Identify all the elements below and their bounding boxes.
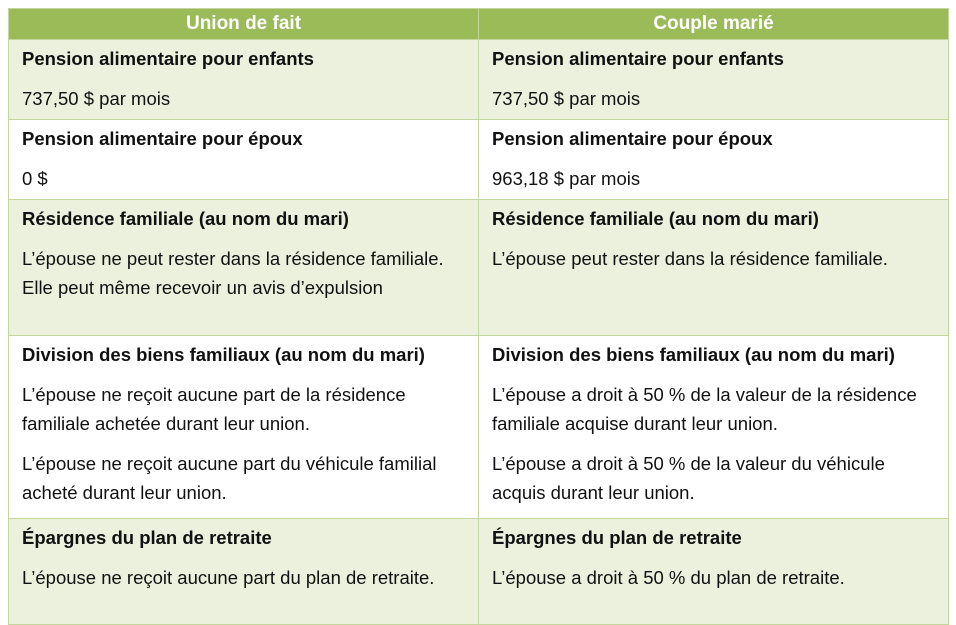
cell-text: 737,50 $ par mois	[22, 88, 171, 109]
cell-text: 737,50 $ par mois	[492, 88, 641, 109]
header-row	[9, 9, 949, 40]
header-union-de-fait: Union de fait	[9, 9, 479, 40]
row-retirement-savings	[9, 519, 949, 625]
cell-union-retirement-savings	[9, 519, 479, 625]
row-title: Division des biens familiaux (au nom du mari)	[22, 344, 425, 365]
cell-union-family-residence	[9, 200, 479, 336]
cell-married-retirement-savings	[479, 519, 949, 625]
cell-text: L’épouse ne reçoit aucune part du véhicule familial acheté durant leur union.	[22, 453, 437, 503]
cell-married-child-support	[479, 40, 949, 120]
cell-union-spousal-support	[9, 120, 479, 200]
row-property-division	[9, 336, 949, 519]
cell-text: 0 $	[22, 168, 48, 189]
row-title: Pension alimentaire pour époux	[492, 128, 773, 149]
cell-text: L’épouse peut rester dans la résidence familiale.	[492, 248, 888, 269]
cell-text: L’épouse ne reçoit aucune part du plan de retraite.	[22, 567, 435, 588]
row-title: Épargnes du plan de retraite	[492, 527, 742, 548]
row-title: Division des biens familiaux (au nom du mari)	[492, 344, 895, 365]
cell-married-property-division	[479, 336, 949, 519]
header-couple-marie: Couple marié	[479, 9, 949, 40]
row-spousal-support	[9, 120, 949, 200]
cell-text: 963,18 $ par mois	[492, 168, 641, 189]
cell-text: L’épouse a droit à 50 % du plan de retraite.	[492, 567, 845, 588]
cell-union-child-support	[9, 40, 479, 120]
row-title: Pension alimentaire pour enfants	[22, 48, 314, 69]
row-title: Épargnes du plan de retraite	[22, 527, 272, 548]
cell-text: L’épouse ne reçoit aucune part de la résidence familiale achetée durant leur union.	[22, 384, 406, 434]
cell-text: L’épouse ne peut rester dans la résidence familiale. Elle peut même recevoir un avis d’expulsion	[22, 248, 444, 298]
cell-text: L’épouse a droit à 50 % de la valeur de la résidence familiale acquise durant leur union.	[492, 384, 917, 434]
cell-married-family-residence	[479, 200, 949, 336]
row-child-support	[9, 40, 949, 120]
cell-union-property-division	[9, 336, 479, 519]
row-title: Résidence familiale (au nom du mari)	[492, 208, 819, 229]
row-title: Résidence familiale (au nom du mari)	[22, 208, 349, 229]
row-family-residence	[9, 200, 949, 336]
row-title: Pension alimentaire pour époux	[22, 128, 303, 149]
comparison-table	[8, 8, 949, 625]
cell-married-spousal-support	[479, 120, 949, 200]
row-title: Pension alimentaire pour enfants	[492, 48, 784, 69]
cell-text: L’épouse a droit à 50 % de la valeur du véhicule acquis durant leur union.	[492, 453, 885, 503]
